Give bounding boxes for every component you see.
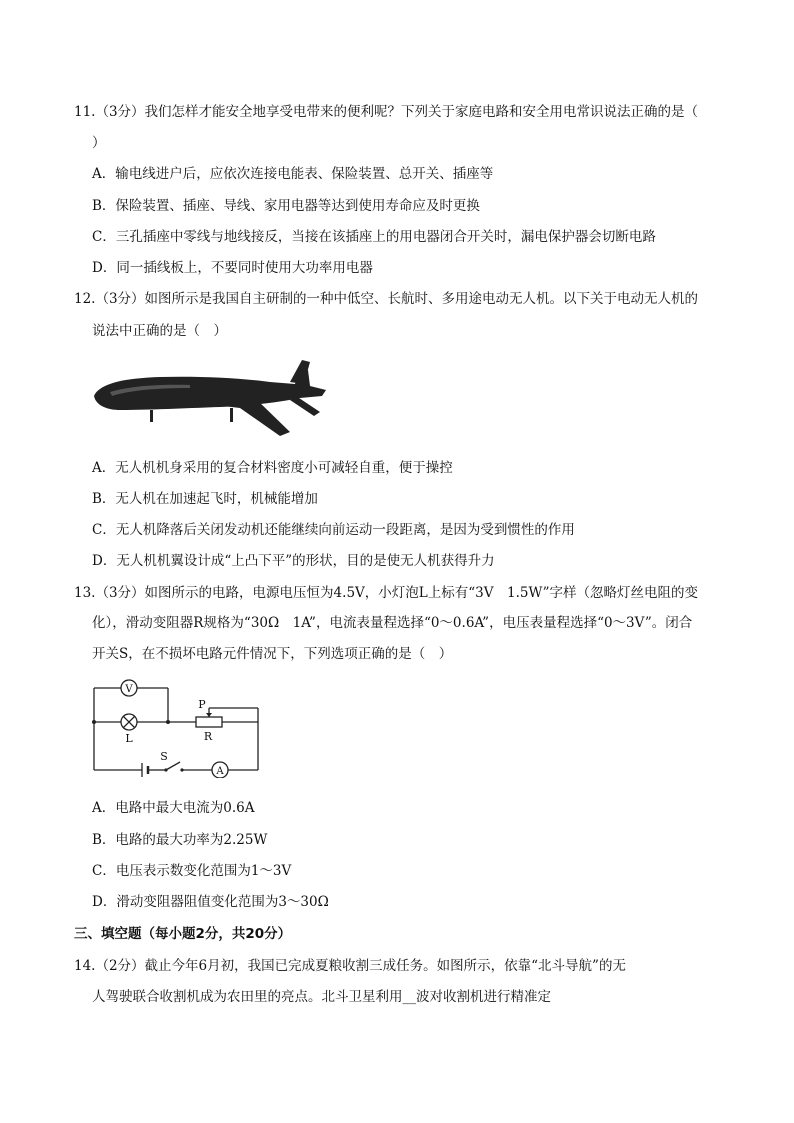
slider-label: P <box>198 698 206 711</box>
q11-stem-line1: 11.（3分）我们怎样才能安全地享受电带来的便利呢？下列关于家庭电路和安全用电常识说法正确的是（ <box>74 104 699 120</box>
lamp-label: L <box>125 732 133 745</box>
q13-option-c: C．电压表示数变化范围为1～3V <box>92 863 292 879</box>
q11-option-b: B．保险装置、插座、导线、家用电器等达到使用寿命应及时更换 <box>92 198 480 214</box>
q14-stem-line1: 14.（2分）截止今年6月初，我国已完成夏粮收割三成任务。如图所示，依靠“北斗导航”的无 <box>74 958 626 974</box>
rheostat-label: R <box>203 730 213 743</box>
circuit-diagram <box>84 678 268 778</box>
q12-stem-line2: 说法中正确的是（ ） <box>92 323 227 339</box>
q13-stem-line3: 开关S，在不损坏电路元件情况下，下列选项正确的是（ ） <box>92 646 453 662</box>
q12-stem-line1: 12.（3分）如图所示是我国自主研制的一种中低空、长航时、多用途电动无人机。以下关于电动无人机的 <box>74 291 699 307</box>
section-title: 三、填空题（每小题2分，共20分） <box>74 926 292 942</box>
q12-option-b: B．无人机在加速起飞时，机械能增加 <box>92 491 318 507</box>
q11-stem-line2: ） <box>92 135 106 151</box>
q11-option-c: C．三孔插座中零线与地线接反，当接在该插座上的用电器闭合开关时，漏电保护器会切断电路 <box>92 229 656 245</box>
q13-stem-line2: 化），滑动变阻器R规格为“30Ω 1A”，电流表量程选择“0～0.6A”，电压表量程选择“0～3V”。闭合 <box>92 615 693 631</box>
q13-option-b: B．电路的最大功率为2.25W <box>92 832 268 848</box>
q14-stem-line2: 人驾驶联合收割机成为农田里的亮点。北斗卫星利用__波对收割机进行精准定 <box>92 989 551 1005</box>
ammeter-label: A <box>216 766 224 777</box>
q13-stem-line1: 13.（3分）如图所示的电路，电源电压恒为4.5V，小灯泡L上标有“3V 1.5W”字样（忽略灯丝电阻的变 <box>74 585 698 601</box>
q13-option-d: D．滑动变阻器阻值变化范围为3～30Ω <box>92 894 329 910</box>
q13-option-a: A．电路中最大电流为0.6A <box>92 800 255 816</box>
q12-option-d: D．无人机机翼设计成“上凸下平”的形状，目的是使无人机获得升力 <box>92 553 495 569</box>
q11-option-a: A．输电线进户后，应依次连接电能表、保险装置、总开关、插座等 <box>92 166 494 182</box>
q12-option-c: C．无人机降落后关闭发动机还能继续向前运动一段距离，是因为受到惯性的作用 <box>92 522 575 538</box>
voltmeter-label: V <box>125 684 133 695</box>
q11-option-d: D．同一插线板上，不要同时使用大功率用电器 <box>92 260 373 276</box>
switch-label: S <box>160 750 168 763</box>
drone-image <box>90 352 336 444</box>
q12-option-a: A．无人机机身采用的复合材料密度小可减轻自重，便于操控 <box>92 460 453 476</box>
